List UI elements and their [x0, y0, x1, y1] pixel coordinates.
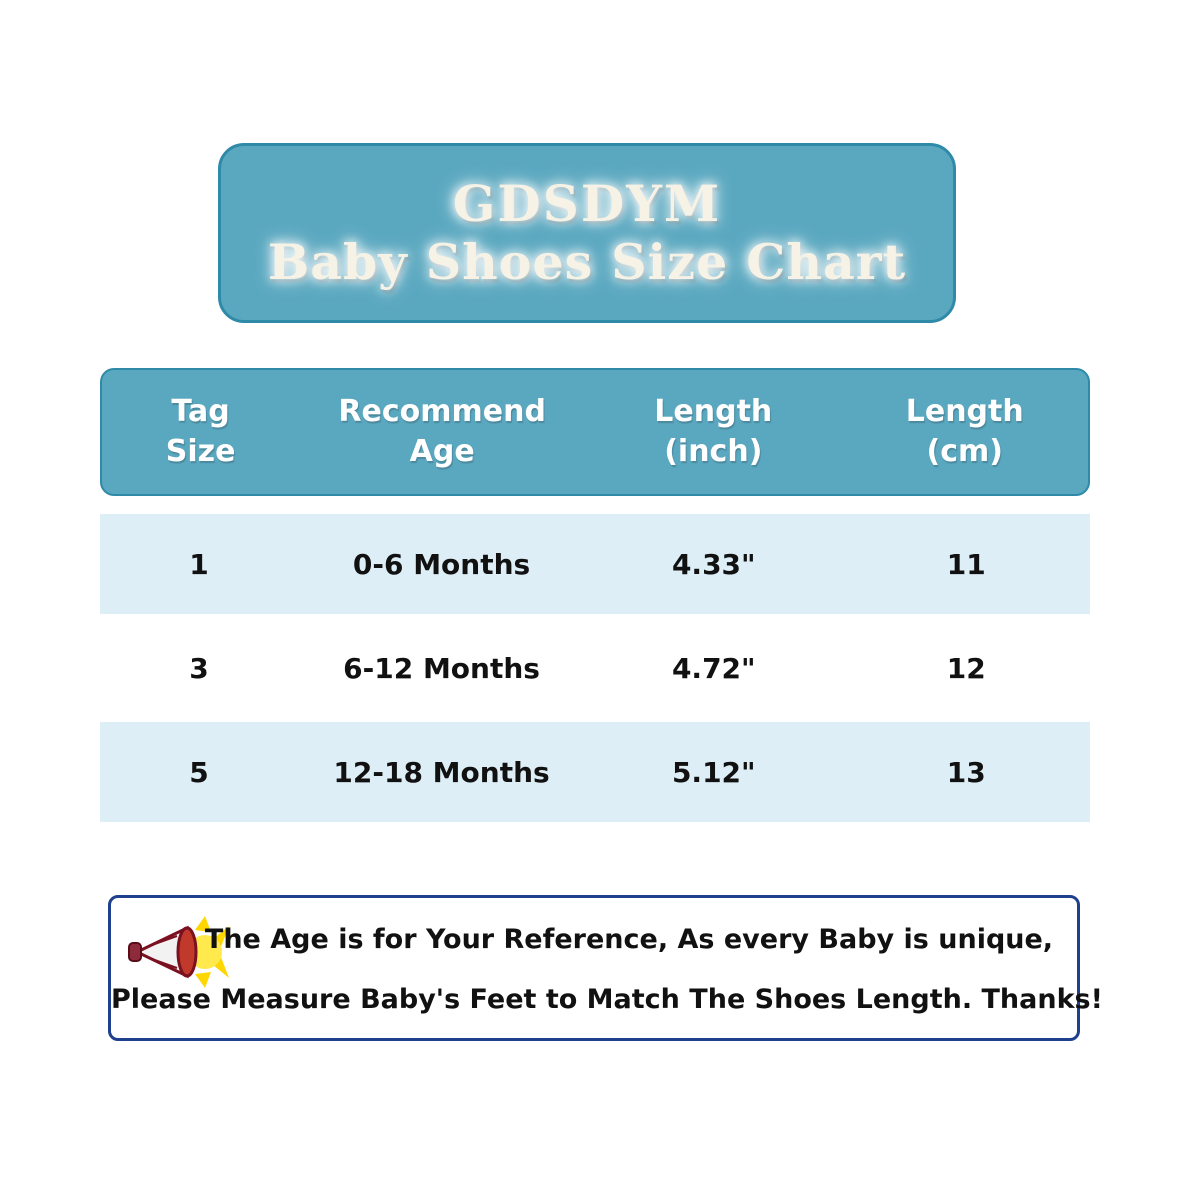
cell-length-inch: 4.72" — [671, 651, 756, 685]
cell-length-inch: 4.33" — [671, 547, 756, 581]
cell-tag-size: 1 — [189, 547, 209, 581]
header-length-cm-line1: Length — [905, 393, 1024, 429]
disclaimer-box — [108, 895, 1103, 1041]
disclaimer-line-2: Please Measure Baby's Feet to Match The Shoes Length. Thanks! — [111, 984, 1103, 1015]
cell-tag-size: 5 — [189, 755, 209, 789]
chart-subtitle: Baby Shoes Size Chart — [267, 232, 907, 291]
header-recommend-age-line2: Age — [409, 434, 475, 469]
header-tag-size-line2: Size — [165, 434, 236, 469]
header-recommend-age — [299, 392, 585, 473]
cell-tag-size: 3 — [189, 651, 209, 685]
title-banner — [218, 143, 956, 323]
header-recommend-age-line1: Recommend — [338, 393, 546, 429]
table-header-row — [100, 368, 1090, 496]
cell-age: 0-6 Months — [352, 547, 531, 581]
header-length-inch-line1: Length — [654, 393, 773, 429]
cell-length-cm: 12 — [946, 651, 986, 685]
header-tag-size-line1: Tag — [171, 393, 230, 429]
cell-age: 12-18 Months — [333, 755, 550, 789]
header-length-inch — [585, 392, 841, 473]
table-row — [100, 618, 1090, 718]
cell-length-inch: 5.12" — [671, 755, 756, 789]
cell-length-cm: 13 — [946, 755, 986, 789]
table-row — [100, 722, 1090, 822]
header-tag-size — [102, 392, 299, 473]
disclaimer-line-1: The Age is for Your Reference, As every Baby is unique, — [204, 924, 1054, 955]
table-body — [100, 514, 1090, 822]
cell-age: 6-12 Months — [343, 651, 540, 685]
table-row — [100, 514, 1090, 614]
header-length-cm — [841, 392, 1088, 473]
brand-title: GDSDYM — [452, 174, 722, 234]
size-table — [100, 368, 1090, 826]
cell-length-cm: 11 — [946, 547, 986, 581]
header-length-cm-line2: (cm) — [926, 434, 1003, 469]
header-length-inch-line2: (inch) — [664, 434, 763, 469]
